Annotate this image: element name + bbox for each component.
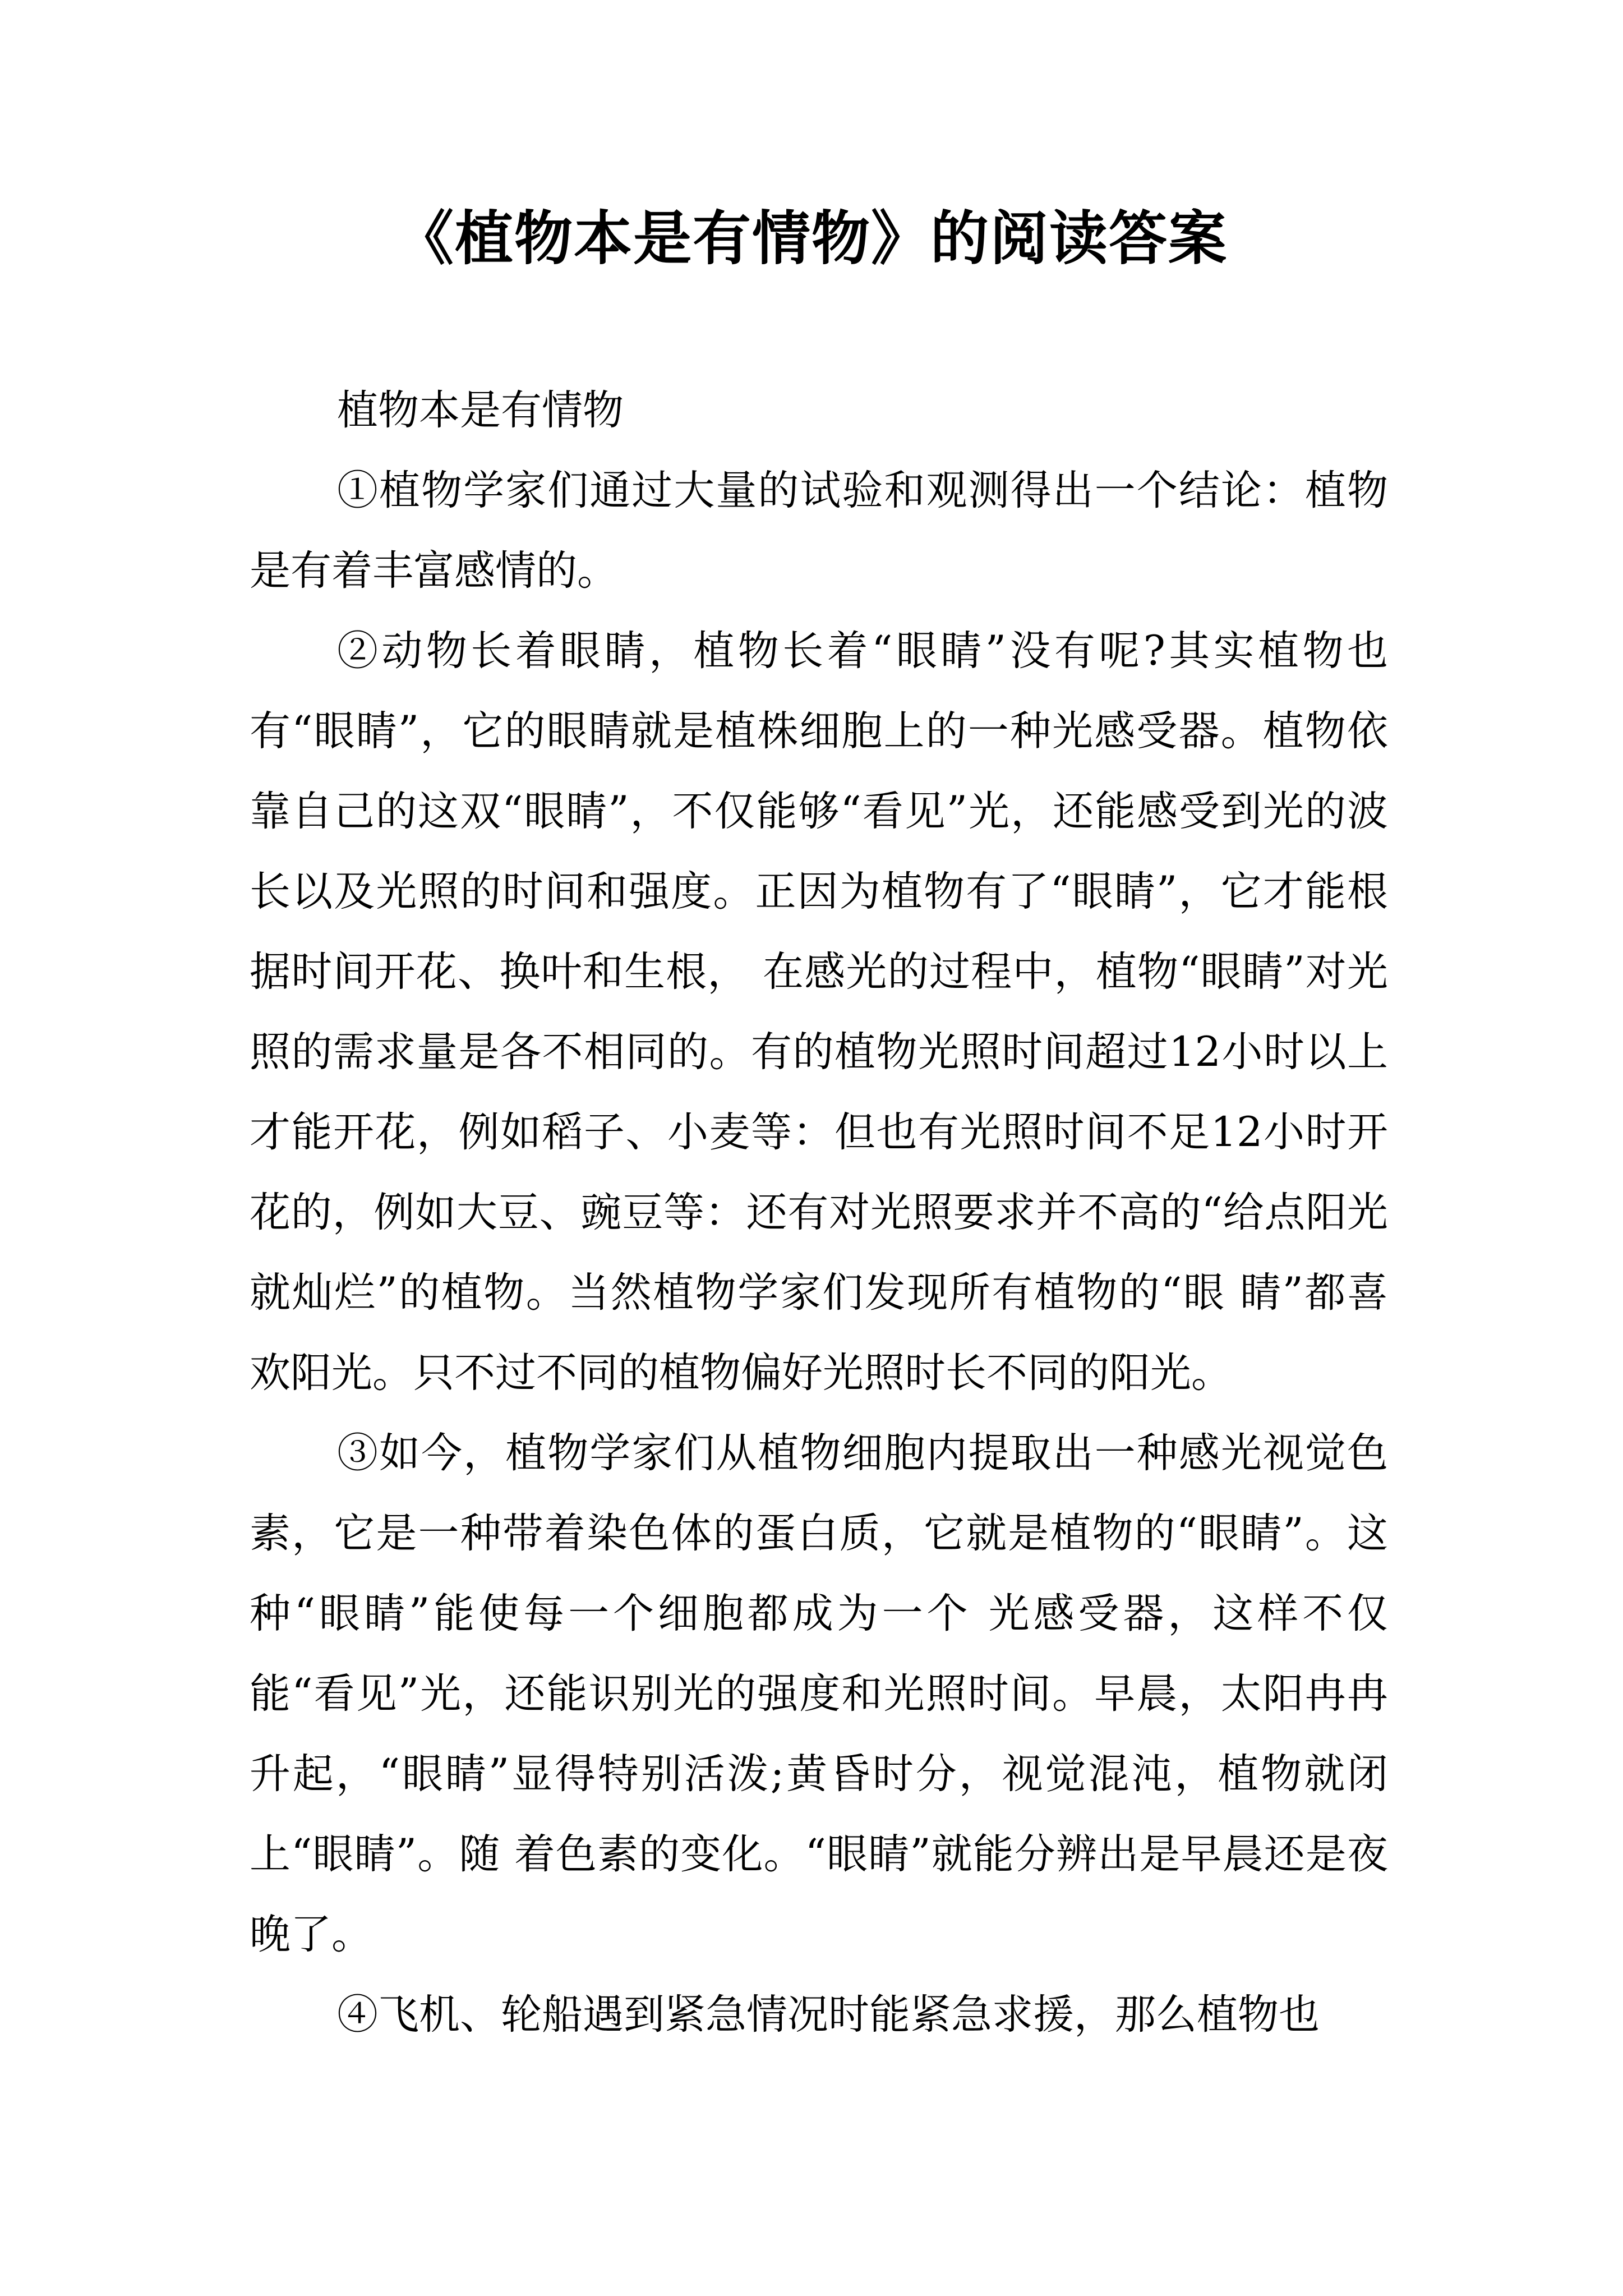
paragraph-2: ②动物长着眼睛，植物长着“眼睛”没有呢?其实植物也有“眼睛”，它的眼睛就是植株细胞上的一种光感受器。植物依靠自己的这双“眼睛”，不仅能够“看见”光，还能感受到光的波长以及光照的时间和强度。正因为植物有了“眼睛”，它才能根据时间开花、换叶和生根， 在感光的过程中，植物“眼睛”对光照的需求量是各不相同的。有的植物光照时间超过12小时以上才能开花，例如稻子、小麦等：但也有光照时间不足12小时开花的，例如大豆、豌豆等：还有对光照要求并不高的“给点阳光就灿烂”的植物。当然植物学家们发现所有植物的“眼 睛”都喜欢阳光。只不过不同的植物偏好光照时长不同的阳光。 — [250, 627, 1388, 1397]
paragraph-3: ③如今，植物学家们从植物细胞内提取出一种感光视觉色素，它是一种带着染色体的蛋白质，它就是植物的“眼睛”。这种“眼睛”能使每一个细胞都成为一个 光感受器，这样不仅能“看见”光，还能识别光的强度和光照时间。早晨，太阳冉冉升起，“眼睛”显得特别活泼;黄昏时分，视觉混沌，植物就闭上“眼睛”。随 着色素的变化。“眼睛”就能分辨出是早晨还是夜晚了。 — [250, 1429, 1388, 1958]
document-body — [250, 370, 1388, 2055]
paragraph-4: ④飞机、轮船遇到紧急情况时能紧急求援，那么植物也 — [337, 1991, 1320, 2039]
document-title: 《植物本是有情物》的阅读答案 — [395, 204, 1228, 273]
article-heading: 植物本是有情物 — [337, 386, 624, 434]
paragraph-1: ①植物学家们通过大量的试验和观测得出一个结论：植物是有着丰富感情的。 — [250, 467, 1388, 595]
